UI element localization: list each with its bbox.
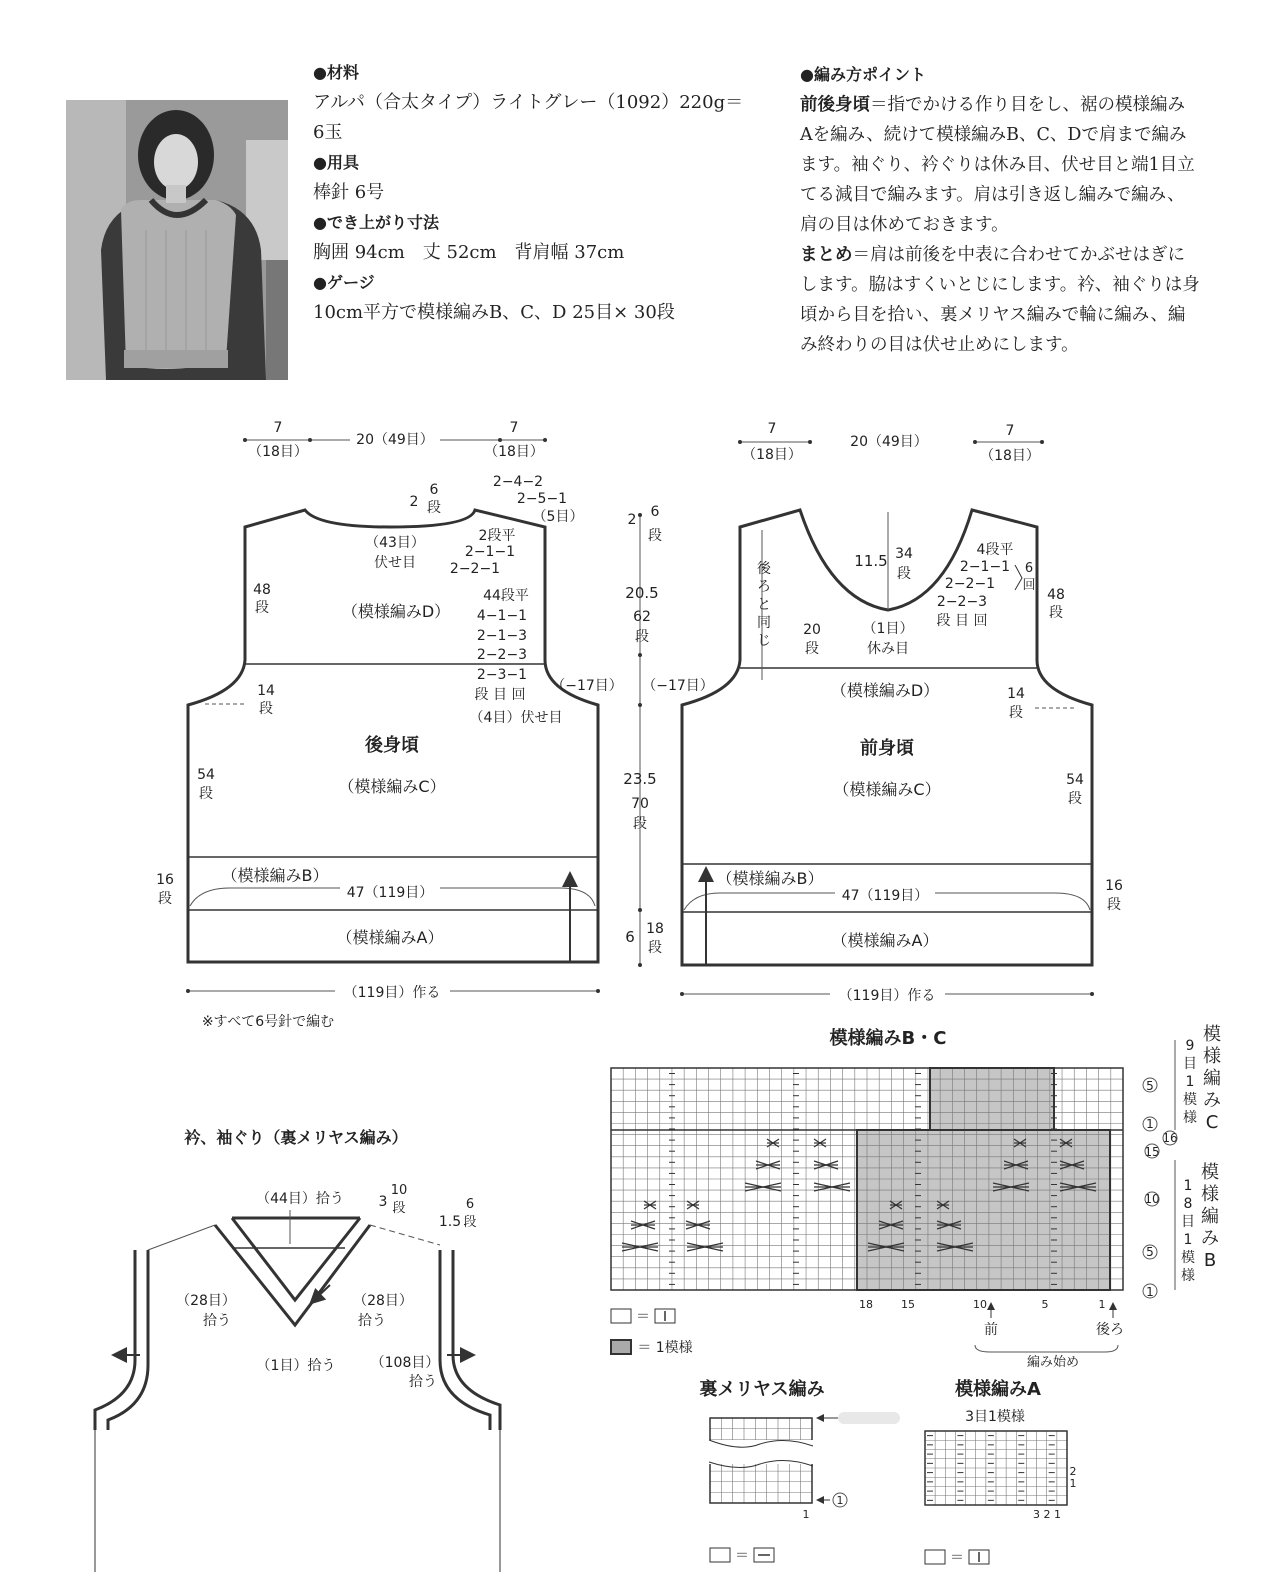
back-neck-dec-3: 2−2−1 <box>449 561 501 577</box>
center-body-rows-unit: 段 <box>633 816 647 832</box>
chart-a-legend-eq: ＝ <box>950 1550 964 1566</box>
front-shoulder-width-right: 7 <box>1005 423 1015 439</box>
front-neck-dec-4: 2−2−3 <box>936 594 988 610</box>
back-body-rows: 54 <box>197 767 215 783</box>
chart-bc-row-1a: 1 <box>1146 1117 1154 1131</box>
back-neck-dec-2: 2−1−1 <box>464 544 516 560</box>
front-shoulder-stitches-left: （18目） <box>742 447 802 463</box>
front-pattern-b: （模様編みB） <box>716 869 824 888</box>
front-rib-rows: 16 <box>1105 878 1123 894</box>
collar-pick-center: （1目）拾う <box>256 1358 336 1374</box>
front-shoulder-width-left: 7 <box>767 421 777 437</box>
chart-bc-c-repeat-char: 様 <box>1183 1110 1197 1126</box>
chart-bc-b-repeat-char: 様 <box>1181 1268 1195 1284</box>
front-shoulder-stitches-right: （18目） <box>980 448 1040 464</box>
chart-bc-c-label-char: 編 <box>1203 1068 1221 1089</box>
material-line-1: アルパ（合太タイプ）ライトグレー（1092）220g＝ <box>313 92 744 113</box>
chart-bc-start: 編み始め <box>1026 1355 1080 1370</box>
back-cast-on: （119目）作る <box>343 985 441 1001</box>
needle-note: ※すべて6号針で編む <box>201 1014 335 1030</box>
chart-bc-c-repeat-char: 1 <box>1185 1074 1195 1090</box>
back-rib-rows: 16 <box>156 872 174 888</box>
back-armhole-dec-total: （−17目） <box>551 678 623 694</box>
back-body-rows-unit: 段 <box>199 786 213 802</box>
front-same-as-back-note <box>757 560 772 649</box>
back-shoulder-width-right: 7 <box>509 420 519 436</box>
center-height-dimensions <box>623 504 664 967</box>
back-shoulder-stitches-right: （18目） <box>484 444 544 460</box>
collar-pick-back: （44目）拾う <box>256 1191 344 1207</box>
back-neck-dec-1: 2段平 <box>478 528 516 544</box>
chart-bc-b-label-char: み <box>1201 1228 1219 1249</box>
front-neck-width: 20（49目） <box>850 434 928 450</box>
back-neck-bindoff-count: （43目） <box>365 535 425 551</box>
chart-bc-legend-eq: ＝ <box>636 1309 650 1325</box>
front-center-rows-unit: 段 <box>805 641 819 657</box>
back-armhole-dec-3: 2−1−3 <box>476 628 528 644</box>
instruction-line: Aを編み、続けて模様編みB、C、Dで肩まで編み <box>800 125 1187 145</box>
front-neck-repeat: 6 <box>1024 561 1034 576</box>
back-shoulder-stitches-left: （18目） <box>248 444 308 460</box>
center-hem-rows: 18 <box>646 921 664 937</box>
armhole-band-width: 1.5 <box>438 1214 462 1230</box>
center-hem-rows-unit: 段 <box>648 940 662 956</box>
instruction-label-body: 前後身頃 <box>800 95 870 115</box>
front-yoke-rows-unit: 段 <box>1049 605 1063 621</box>
center-armhole-rows: 62 <box>633 609 651 625</box>
instruction-label-finish: まとめ <box>800 245 853 265</box>
tools-heading: ●用具 <box>313 153 359 172</box>
back-yoke-rows: 48 <box>253 582 271 598</box>
material-line-2: 6玉 <box>313 122 343 143</box>
chart-bc-col-18: 18 <box>859 1298 873 1311</box>
center-hem-height: 6 <box>625 928 635 946</box>
front-same-as-back-note-char: と <box>757 597 771 613</box>
rev-chart-title: 裏メリヤス編み <box>699 1379 825 1400</box>
chart-bc-col-5: 5 <box>1041 1298 1049 1311</box>
back-pattern-d: （模様編みD） <box>341 602 451 621</box>
back-body-title: 後身頃 <box>365 735 419 756</box>
collar-armhole-diagram <box>95 1128 500 1572</box>
back-shoulder-rows: 6 <box>429 482 439 498</box>
armhole-pick: （108目） <box>370 1355 440 1371</box>
front-center-stitch: （1目） <box>862 621 914 637</box>
instruction-line: まとめ＝肩は前後を中表に合わせてかぶせはぎに <box>800 245 1185 265</box>
back-shoulder-width-left: 7 <box>273 420 283 436</box>
chart-bc-b-repeat-char: 8 <box>1183 1196 1193 1212</box>
armhole-pick-2: 拾う <box>409 1374 437 1390</box>
size-text: 胸囲 94cm 丈 52cm 背肩幅 37cm <box>313 242 625 263</box>
instruction-line: てる減目で編みます。肩は引き返し編みで編み、 <box>800 185 1185 205</box>
chart-pattern-a <box>925 1378 1077 1566</box>
collar-pick-left: （28目） <box>176 1293 236 1309</box>
collar-rows: 10 <box>390 1183 408 1198</box>
front-armhole-rows-unit: 段 <box>1009 705 1023 721</box>
front-body-rows-unit: 段 <box>1068 791 1082 807</box>
materials-heading: ●材料 <box>313 63 359 82</box>
gauge-text: 10cm平方で模様編みB、C、D 25目× 30段 <box>313 302 675 323</box>
collar-pick-right: （28目） <box>353 1293 413 1309</box>
front-neck-dec-3: 2−2−1 <box>944 576 996 592</box>
back-armhole-dec-2: 4−1−1 <box>476 608 528 624</box>
chart-bc-b-repeat-char: 模 <box>1181 1250 1195 1266</box>
instruction-line: 肩の目は休めておきます。 <box>800 215 1009 235</box>
back-yoke-rows-unit: 段 <box>255 600 269 616</box>
back-shoulder-dec-3: （5目） <box>532 509 584 525</box>
chart-a-title: 模様編みA <box>955 1379 1041 1400</box>
rev-chart-legend-eq: ＝ <box>735 1548 749 1564</box>
chart-bc-col-15: 15 <box>901 1298 915 1311</box>
chart-bc-row-5a: 5 <box>1146 1079 1154 1093</box>
chart-bc-c-repeat-char: 模 <box>1183 1092 1197 1108</box>
rev-chart-col-1: 1 <box>802 1508 810 1521</box>
chart-bc-c-repeat-char: 9 <box>1185 1038 1195 1054</box>
armhole-band-rows-unit: 段 <box>463 1215 477 1230</box>
armhole-band-rows: 6 <box>465 1197 475 1212</box>
instruction-line: 前後身頃＝指でかける作り目をし、裾の模様編み <box>800 95 1185 115</box>
collar-width: 3 <box>378 1194 388 1210</box>
front-rib-rows-unit: 段 <box>1107 897 1121 913</box>
front-center-rows: 20 <box>803 622 821 638</box>
chart-bc-c-label-char: 模 <box>1203 1024 1221 1045</box>
back-body-diagram <box>156 420 623 1030</box>
back-neck-width: 20（49目） <box>356 432 434 448</box>
front-same-as-back-note-char: 同 <box>757 615 771 631</box>
chart-bc-b-label-char: 模 <box>1201 1162 1219 1183</box>
instruction-line: 頃から目を拾い、裏メリヤス編みで輪に編み、編 <box>800 305 1186 325</box>
front-neck-depth: 11.5 <box>854 552 888 570</box>
chart-bc-row-1b: 1 <box>1146 1285 1154 1299</box>
chart-bc-b-repeat-char: 目 <box>1181 1214 1195 1230</box>
chart-a-repeat: 3目1模様 <box>965 1409 1025 1425</box>
center-body-height: 23.5 <box>623 770 657 788</box>
back-armhole-dec-4: 2−2−3 <box>476 647 528 663</box>
chart-bc-b-label-char: 様 <box>1201 1184 1219 1205</box>
center-armhole-height: 20.5 <box>625 584 659 602</box>
back-pattern-b: （模様編みB） <box>221 866 329 885</box>
back-rib-rows-unit: 段 <box>158 891 172 907</box>
chart-bc-front: 前 <box>984 1322 998 1338</box>
chart-bc-row-15: 15 <box>1144 1145 1160 1159</box>
center-shoulder-rows-unit: 段 <box>648 528 662 544</box>
chart-bc-b-repeat-char: 1 <box>1183 1232 1193 1248</box>
collar-rows-unit: 段 <box>392 1201 406 1216</box>
front-center-rest: 休み目 <box>867 641 909 657</box>
front-body-diagram <box>642 421 1123 1004</box>
chart-pattern-bc <box>611 1024 1221 1370</box>
chart-bc-back: 後ろ <box>1096 1322 1124 1338</box>
rev-chart-row-1: 1 <box>836 1494 844 1507</box>
chart-bc-row-10: 10 <box>1144 1192 1160 1206</box>
front-body-title: 前身頃 <box>860 738 914 759</box>
chart-a-cols: 3 2 1 <box>1033 1508 1061 1521</box>
front-neck-repeat-unit: 回 <box>1022 578 1036 593</box>
instructions-heading: ●編み方ポイント <box>800 65 926 84</box>
chart-bc-row-5b: 5 <box>1146 1245 1154 1259</box>
front-width: 47（119目） <box>841 888 929 904</box>
front-same-as-back-note-char: 後 <box>757 561 771 577</box>
chart-bc-c-label-char: 様 <box>1203 1046 1221 1067</box>
front-neck-rows: 34 <box>895 546 913 562</box>
back-armhole-bindoff: （4目）伏せ目 <box>469 710 563 726</box>
chart-reverse-stockinette <box>699 1378 900 1564</box>
instruction-line: み終わりの目は伏せ止めにします。 <box>800 335 1079 355</box>
chart-bc-title: 模様編みB・C <box>829 1028 947 1049</box>
collar-title: 衿、袖ぐり（裏メリヤス編み） <box>184 1128 408 1147</box>
back-shoulder-dec-1: 2−4−2 <box>492 474 544 490</box>
tools-text: 棒針 6号 <box>313 182 385 203</box>
front-cast-on: （119目）作る <box>838 988 936 1004</box>
back-armhole-rows: 14 <box>257 683 275 699</box>
instruction-line: します。脇はすくいとじにします。衿、袖ぐりは身 <box>800 275 1200 295</box>
collar-pick-left-2: 拾う <box>203 1313 231 1329</box>
front-yoke-rows: 48 <box>1047 587 1065 603</box>
chart-bc-b-repeat-char: 1 <box>1183 1178 1193 1194</box>
center-shoulder-height: 2 <box>627 512 637 528</box>
chart-bc-b-label-char: 編 <box>1201 1206 1219 1227</box>
front-pattern-d: （模様編みD） <box>830 681 940 700</box>
front-body-rows: 54 <box>1066 772 1084 788</box>
chart-bc-col-1: 1 <box>1098 1298 1106 1311</box>
back-shoulder-rows-2: 2 <box>409 494 419 510</box>
back-neck-bindoff: 伏せ目 <box>374 555 416 571</box>
collar-pick-right-2: 拾う <box>358 1313 386 1329</box>
back-armhole-rows-unit: 段 <box>259 701 273 717</box>
front-neck-dec-5: 段 目 回 <box>936 613 988 629</box>
chart-bc-row-16: 16 <box>1162 1131 1178 1145</box>
front-same-as-back-note-char: じ <box>757 633 771 649</box>
front-armhole-rows: 14 <box>1007 686 1025 702</box>
center-body-rows: 70 <box>631 796 649 812</box>
back-width: 47（119目） <box>346 885 434 901</box>
chart-bc-c-label-char: み <box>1203 1090 1221 1111</box>
front-neck-rows-unit: 段 <box>897 566 911 582</box>
front-neck-dec-1: 4段平 <box>976 542 1014 558</box>
size-heading: ●でき上がり寸法 <box>313 213 439 232</box>
chart-bc-b-label-char: B <box>1203 1250 1217 1271</box>
gauge-heading: ●ゲージ <box>313 273 375 292</box>
front-pattern-c: （模様編みC） <box>833 780 941 799</box>
back-pattern-c: （模様編みC） <box>338 777 446 796</box>
front-pattern-a: （模様編みA） <box>831 931 939 950</box>
front-neck-dec-2: 2−1−1 <box>959 559 1011 575</box>
chart-bc-col-10: 10 <box>973 1298 987 1311</box>
chart-a-row-2: 2 <box>1069 1465 1077 1478</box>
back-armhole-dec-5: 2−3−1 <box>476 667 528 683</box>
center-armhole-rows-unit: 段 <box>635 629 649 645</box>
center-shoulder-rows: 6 <box>650 504 660 520</box>
back-shoulder-rows-unit: 段 <box>427 500 441 516</box>
chart-bc-legend-repeat: ＝ 1模様 <box>637 1340 693 1356</box>
chart-bc-c-repeat-char: 目 <box>1183 1056 1197 1072</box>
instruction-line: ます。袖ぐり、衿ぐりは休み目、伏せ目と端1目立 <box>800 155 1195 175</box>
front-armhole-dec-total: （−17目） <box>642 678 714 694</box>
back-pattern-a: （模様編みA） <box>336 928 444 947</box>
back-armhole-dec-1: 44段平 <box>483 588 529 604</box>
back-shoulder-dec-2: 2−5−1 <box>516 491 568 507</box>
front-same-as-back-note-char: ろ <box>757 579 771 595</box>
chart-a-row-1: 1 <box>1069 1477 1077 1490</box>
chart-bc-c-label-char: C <box>1205 1112 1219 1133</box>
back-armhole-dec-6: 段 目 回 <box>474 687 526 703</box>
